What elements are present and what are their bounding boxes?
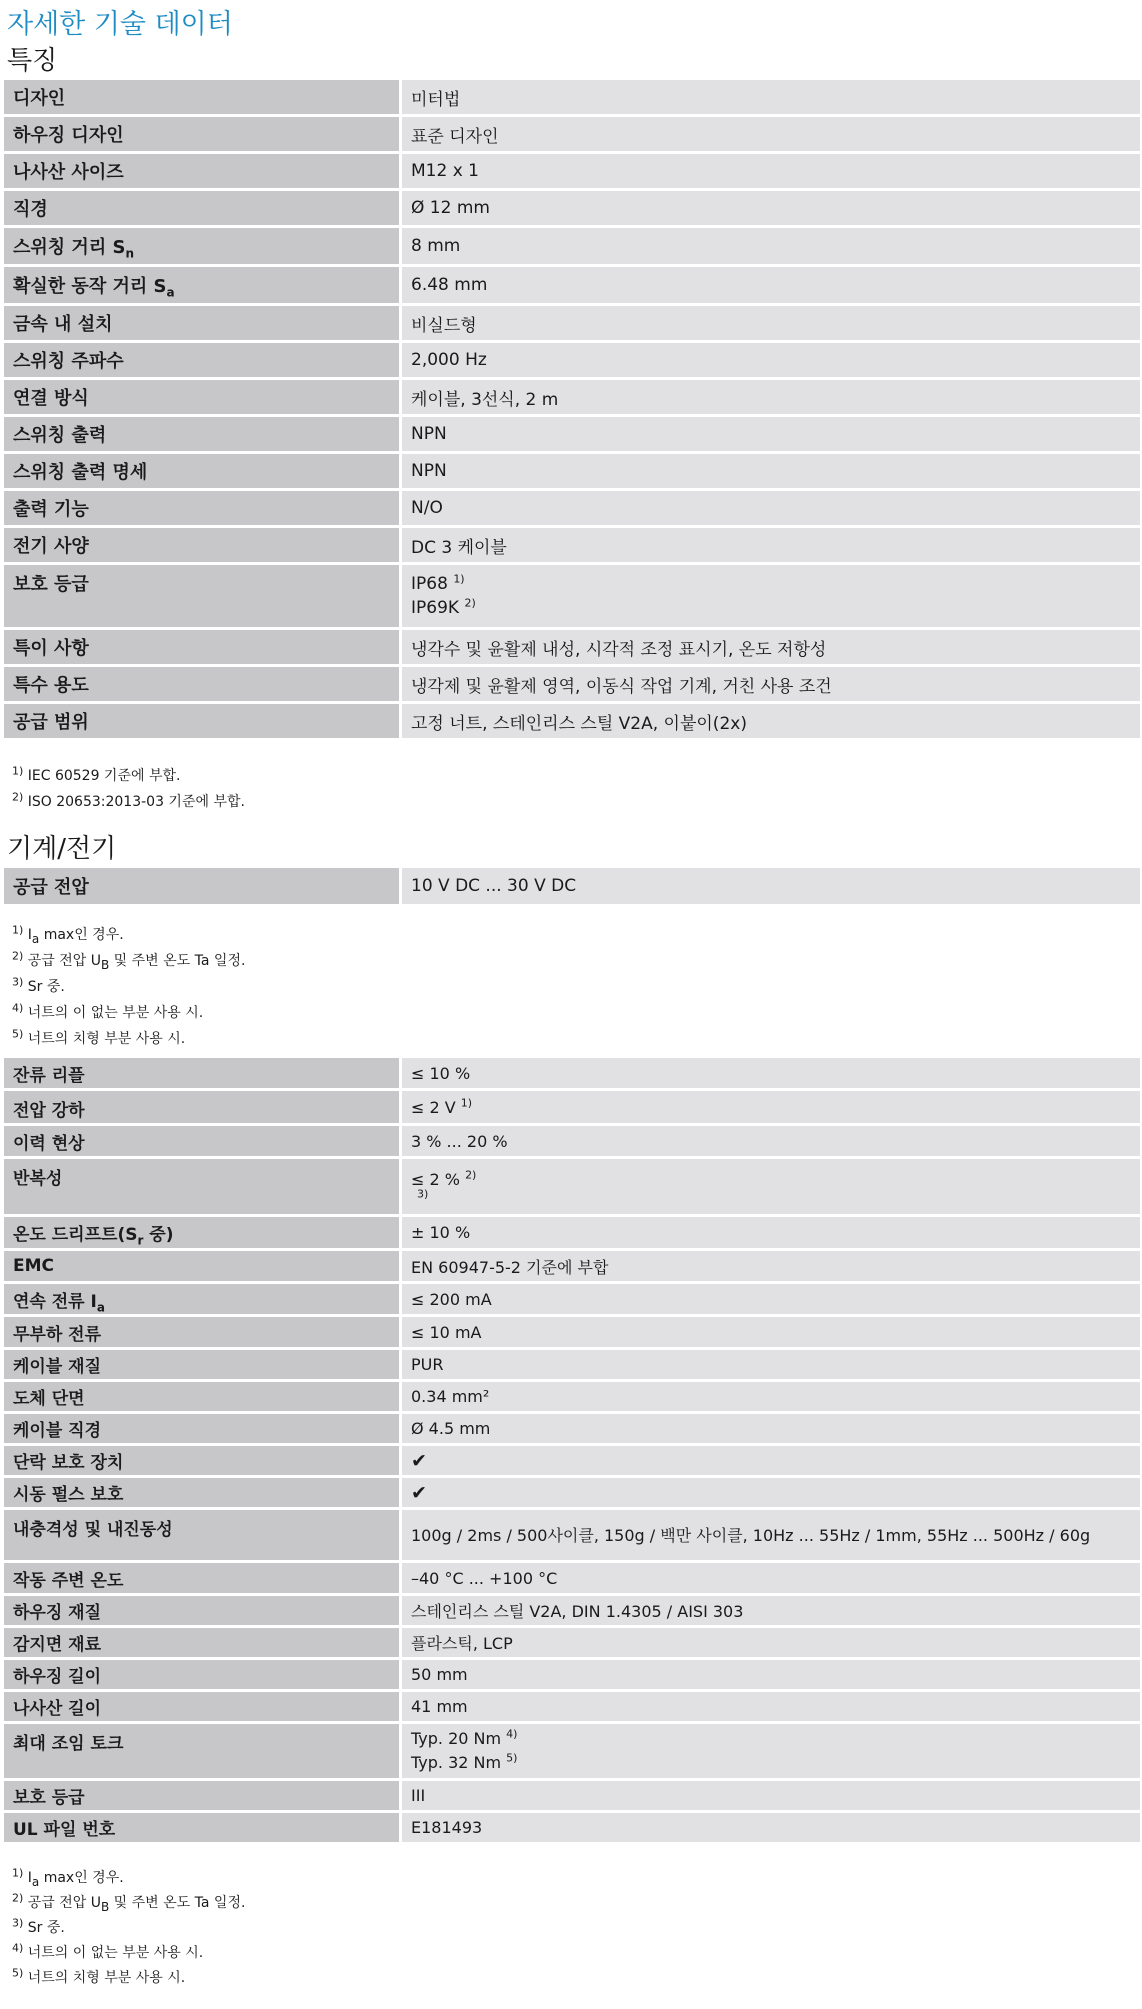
- table-row: [4, 528, 1140, 562]
- row-value: 플라스틱, LCP: [402, 1628, 1140, 1657]
- footnote-ref: 2): [465, 1168, 477, 1182]
- table-row: [4, 191, 1140, 225]
- footnote: $^{2)}$ ISO 20653:2013-03 기준에 부합.: [12, 790, 245, 810]
- footnote: $^{4)}$ 너트의 이 없는 부분 사용 시.: [12, 1001, 204, 1021]
- row-label: 작동 주변 온도: [4, 1563, 402, 1593]
- table-row: [4, 1317, 1140, 1347]
- row-label: 공급 범위: [4, 704, 402, 738]
- section-heading-mech: 기계/전기: [7, 834, 117, 864]
- footnote: $^{4)}$ 너트의 이 없는 부분 사용 시.: [12, 1941, 204, 1961]
- row-label: 직경: [4, 191, 402, 225]
- row-value: Ø 4.5 mm: [402, 1414, 1140, 1443]
- row-value: 50 mm: [402, 1660, 1140, 1689]
- table-row: [4, 306, 1140, 340]
- row-value: 10 V DC ... 30 V DC: [402, 868, 1140, 904]
- row-label: 보호 등급: [4, 565, 402, 627]
- table-row: [4, 1217, 1140, 1248]
- table-row: [4, 1414, 1140, 1443]
- row-label: 나사산 사이즈: [4, 154, 402, 188]
- row-label: 케이블 직경: [4, 1414, 402, 1443]
- table-row: [4, 417, 1140, 451]
- row-label: 하우징 재질: [4, 1596, 402, 1625]
- row-value: E181493: [402, 1813, 1140, 1842]
- row-value: 0.34 mm²: [402, 1382, 1140, 1411]
- table-row: [4, 1478, 1140, 1507]
- row-label: 스위칭 주파수: [4, 343, 402, 377]
- row-label: EMC: [4, 1251, 402, 1281]
- table-row: [4, 1781, 1140, 1810]
- row-label: 잔류 리플: [4, 1058, 402, 1088]
- row-value: 8 mm: [402, 228, 1140, 264]
- row-label: 감지면 재료: [4, 1628, 402, 1657]
- row-value: 비실드형: [402, 306, 1140, 340]
- row-label: 하우징 디자인: [4, 117, 402, 151]
- row-label: 특이 사항: [4, 630, 402, 664]
- row-label: 공급 전압: [4, 868, 402, 904]
- row-value: M12 x 1: [402, 154, 1140, 188]
- row-value: 냉각제 및 윤활제 영역, 이동식 작업 기계, 거친 사용 조건: [402, 667, 1140, 701]
- value-line: IP68: [411, 574, 448, 594]
- footnote: $^{3)}$ Sr 중.: [12, 975, 65, 995]
- table-row: [4, 228, 1140, 264]
- row-label: 연속 전류 $I_a$: [4, 1284, 402, 1314]
- row-label: 출력 기능: [4, 491, 402, 525]
- table-row: [4, 380, 1140, 414]
- table-row: [4, 1284, 1140, 1314]
- row-value: 3 % ... 20 %: [402, 1126, 1140, 1156]
- table-row: [4, 1091, 1140, 1123]
- table-row: [4, 630, 1140, 664]
- table-row: [4, 1126, 1140, 1156]
- mech-table: [4, 1055, 1140, 1845]
- row-label: 보호 등급: [4, 1781, 402, 1810]
- row-value: 스테인리스 스틸 V2A, DIN 1.4305 / AISI 303: [402, 1596, 1140, 1625]
- row-label: 이력 현상: [4, 1126, 402, 1156]
- footnote-ref: 4): [506, 1727, 518, 1741]
- row-value: N/O: [402, 491, 1140, 525]
- footnote-ref: 1): [460, 1096, 473, 1110]
- row-label: 특수 용도: [4, 667, 402, 701]
- row-label: 연결 방식: [4, 380, 402, 414]
- row-value: 표준 디자인: [402, 117, 1140, 151]
- row-value: ≤ 2 % $^{2)}$ $^{3)}$: [402, 1159, 1140, 1214]
- table-row: [4, 1724, 1140, 1778]
- row-value: NPN: [402, 454, 1140, 488]
- footnote-ref: 1): [453, 572, 465, 586]
- row-value: ≤ 10 %: [402, 1058, 1140, 1088]
- row-label: 도체 단면: [4, 1382, 402, 1411]
- features-footnotes: [12, 763, 245, 815]
- row-label: 스위칭 출력: [4, 417, 402, 451]
- row-label: 하우징 길이: [4, 1660, 402, 1689]
- row-value: [402, 1478, 1140, 1507]
- footnote: $^{5)}$ 너트의 치형 부분 사용 시.: [12, 1966, 186, 1986]
- table-row: [4, 1692, 1140, 1721]
- table-row: [4, 454, 1140, 488]
- row-value: PUR: [402, 1350, 1140, 1379]
- table-row: [4, 1159, 1140, 1214]
- row-value: Typ. 20 Nm $^{4)}$ Typ. 32 Nm $^{5)}$: [402, 1724, 1140, 1778]
- table-row: [4, 117, 1140, 151]
- row-value: 미터법: [402, 80, 1140, 114]
- table-row: [4, 1563, 1140, 1593]
- row-value: 100g / 2ms / 500사이클, 150g / 백만 사이클, 10Hz ... 55Hz / 1mm, 55Hz ... 500Hz / 60g: [402, 1510, 1140, 1560]
- supply-table: [4, 865, 1140, 907]
- footnote-ref: 2): [464, 596, 476, 610]
- mech-footnotes-bottom: [12, 1866, 245, 1991]
- footnote-ref: 3): [417, 1187, 429, 1201]
- features-table: [4, 77, 1140, 741]
- row-label: UL 파일 번호: [4, 1813, 402, 1842]
- row-value: III: [402, 1781, 1140, 1810]
- row-label: 무부하 전류: [4, 1317, 402, 1347]
- row-label: 케이블 재질: [4, 1350, 402, 1379]
- row-value: ± 10 %: [402, 1217, 1140, 1248]
- table-row: [4, 1510, 1140, 1560]
- table-row: [4, 343, 1140, 377]
- footnote-ref: 5): [506, 1751, 518, 1765]
- row-label: 온도 드리프트($S_r$ 중): [4, 1217, 402, 1248]
- row-value: –40 °C ... +100 °C: [402, 1563, 1140, 1593]
- section-heading-features: 특징: [7, 46, 58, 76]
- row-value: 6.48 mm: [402, 267, 1140, 303]
- row-label: 나사산 길이: [4, 1692, 402, 1721]
- table-row: [4, 267, 1140, 303]
- row-value: 41 mm: [402, 1692, 1140, 1721]
- table-row: [4, 704, 1140, 738]
- row-label: 디자인: [4, 80, 402, 114]
- label-subscript: a: [166, 285, 175, 300]
- row-value: ≤ 2 V $^{1)}$: [402, 1091, 1140, 1123]
- row-value: 고정 너트, 스테인리스 스틸 V2A, 이붙이(2x): [402, 704, 1140, 738]
- table-row: [4, 491, 1140, 525]
- table-row: [4, 1628, 1140, 1657]
- footnote: $^{1)}$ $I_a$ max인 경우.: [12, 1866, 124, 1889]
- row-label: [4, 267, 402, 303]
- footnote: $^{1)}$ IEC 60529 기준에 부합.: [12, 764, 181, 784]
- row-label: 전압 강하: [4, 1091, 402, 1123]
- row-value: NPN: [402, 417, 1140, 451]
- table-row: [4, 1382, 1140, 1411]
- row-value: EN 60947-5-2 기준에 부합: [402, 1251, 1140, 1281]
- table-row: [4, 80, 1140, 114]
- footnote: $^{2)}$ 공급 전압 $U_B$ 및 주변 온도 Ta 일정.: [12, 949, 246, 972]
- label-subscript: n: [125, 246, 134, 261]
- row-label: 스위칭 출력 명세: [4, 454, 402, 488]
- table-row: [4, 1058, 1140, 1088]
- row-label: 금속 내 설치: [4, 306, 402, 340]
- row-label: 전기 사양: [4, 528, 402, 562]
- row-value: ≤ 10 mA: [402, 1317, 1140, 1347]
- row-label: 단락 보호 장치: [4, 1446, 402, 1475]
- row-label: 반복성: [4, 1159, 402, 1214]
- mech-footnotes: [12, 922, 245, 1052]
- row-label: 내충격성 및 내진동성: [4, 1510, 402, 1560]
- row-value: ≤ 200 mA: [402, 1284, 1140, 1314]
- table-row: [4, 565, 1140, 627]
- table-row: [4, 1596, 1140, 1625]
- table-row: [4, 1813, 1140, 1842]
- footnote: $^{3)}$ Sr 중.: [12, 1916, 65, 1936]
- table-row: [4, 1660, 1140, 1689]
- row-label: 시동 펄스 보호: [4, 1478, 402, 1507]
- footnote: $^{5)}$ 너트의 치형 부분 사용 시.: [12, 1027, 186, 1047]
- footnote: $^{1)}$ $I_a$ max인 경우.: [12, 923, 124, 946]
- row-value: 케이블, 3선식, 2 m: [402, 380, 1140, 414]
- row-value: Ø 12 mm: [402, 191, 1140, 225]
- table-row: [4, 1251, 1140, 1281]
- row-value: 2,000 Hz: [402, 343, 1140, 377]
- label-text: 스위칭 거리 S: [13, 237, 126, 258]
- row-label: 최대 조임 토크: [4, 1724, 402, 1778]
- table-row: [4, 868, 1140, 904]
- label-text: 확실한 동작 거리 S: [13, 276, 167, 297]
- check-icon: ✔: [411, 1481, 427, 1504]
- table-row: [4, 667, 1140, 701]
- footnote: $^{2)}$ 공급 전압 $U_B$ 및 주변 온도 Ta 일정.: [12, 1891, 246, 1914]
- row-value: [402, 1446, 1140, 1475]
- table-row: [4, 1446, 1140, 1475]
- row-value: DC 3 케이블: [402, 528, 1140, 562]
- table-row: [4, 1350, 1140, 1379]
- check-icon: ✔: [411, 1449, 427, 1472]
- row-value: [402, 565, 1140, 627]
- page-title: 자세한 기술 데이터: [7, 9, 233, 40]
- table-row: [4, 154, 1140, 188]
- row-value: 냉각수 및 윤활제 내성, 시각적 조정 표시기, 온도 저항성: [402, 630, 1140, 664]
- value-line: IP69K: [411, 598, 460, 618]
- row-label: [4, 228, 402, 264]
